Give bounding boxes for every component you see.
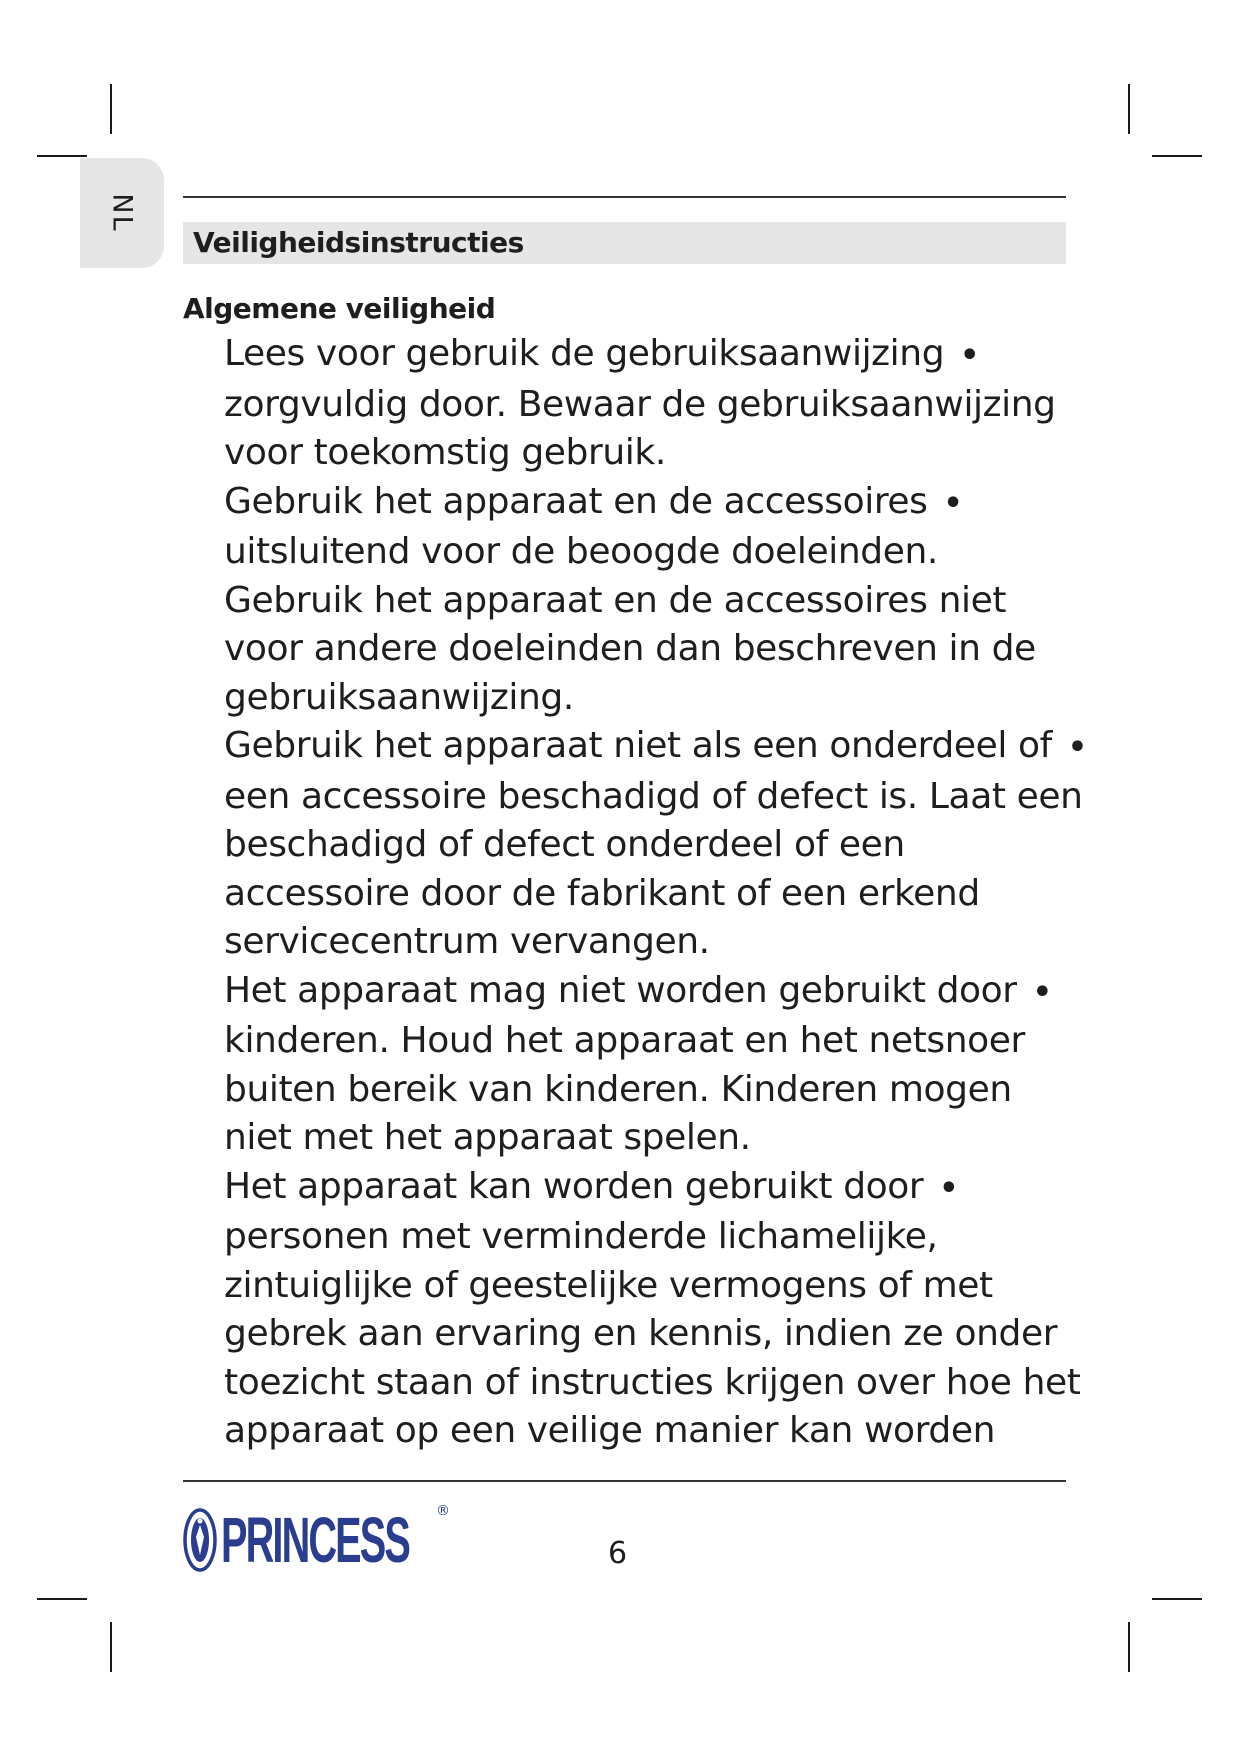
crop-mark xyxy=(1152,155,1202,157)
list-item xyxy=(224,722,1124,967)
item-line: toezicht staan of instructies krijgen over hoe het xyxy=(224,1361,1081,1403)
item-line: gebrek aan ervaring en kennis, indien ze onder xyxy=(224,1313,1058,1354)
crop-mark xyxy=(110,1622,112,1672)
crop-mark xyxy=(110,84,112,134)
crop-mark xyxy=(37,155,87,157)
language-tab-label: NL xyxy=(106,193,138,233)
safety-list xyxy=(224,330,1124,1456)
list-item xyxy=(224,1163,1124,1456)
crop-mark xyxy=(37,1598,87,1600)
item-line: Het apparaat mag niet worden gebruikt door • xyxy=(224,969,1052,1011)
item-line: zintuiglijke of geestelijke vermogens of met xyxy=(224,1264,993,1306)
item-line: Gebruik het apparaat en de accessoires niet xyxy=(224,579,1007,621)
item-line: voor toekomstig gebruik. xyxy=(224,432,666,473)
registered-mark: ® xyxy=(436,1503,450,1519)
item-line: voor andere doeleinden dan beschreven in de xyxy=(224,628,1036,669)
item-line: zorgvuldig door. Bewaar de gebruiksaanwijzing xyxy=(224,383,1056,425)
bullet-icon: • xyxy=(1032,974,1052,1010)
list-item xyxy=(224,478,1124,723)
item-line: niet met het apparaat spelen. xyxy=(224,1117,751,1158)
list-item xyxy=(224,330,1124,478)
princess-logo xyxy=(183,1505,524,1575)
crop-mark xyxy=(1128,1622,1130,1672)
crop-mark xyxy=(1128,84,1130,134)
page-number: 6 xyxy=(608,1536,628,1571)
bullet-icon: • xyxy=(939,1170,959,1206)
item-line: Het apparaat kan worden gebruikt door • xyxy=(224,1165,959,1207)
bullet-icon: • xyxy=(1067,730,1087,765)
item-line: buiten bereik van kinderen. Kinderen mogen xyxy=(224,1068,1012,1110)
list-item xyxy=(224,967,1124,1163)
item-line: Lees voor gebruik de gebruiksaanwijzing • xyxy=(224,333,979,374)
bullet-icon: • xyxy=(960,338,979,373)
crown-emblem-icon xyxy=(183,1507,217,1573)
section-title: Veiligheidsinstructies xyxy=(193,226,524,259)
item-line: een accessoire beschadigd of defect is. Laat een xyxy=(224,775,1083,817)
item-line: accessoire door de fabrikant of een erkend xyxy=(224,872,980,914)
item-line: personen met verminderde lichamelijke, xyxy=(224,1216,938,1257)
item-line: Gebruik het apparaat en de accessoires • xyxy=(224,480,963,522)
item-line: servicecentrum vervangen. xyxy=(224,921,710,962)
item-line: apparaat op een veilige manier kan worden xyxy=(224,1410,996,1451)
crop-mark xyxy=(1152,1598,1202,1600)
item-line: Gebruik het apparaat niet als een onderdeel of • xyxy=(224,725,1087,766)
item-line: kinderen. Houd het apparaat en het netsnoer xyxy=(224,1020,1025,1061)
item-line: gebruiksaanwijzing. xyxy=(224,676,574,718)
footer-rule xyxy=(183,1480,1066,1482)
subsection-title: Algemene veiligheid xyxy=(183,292,496,325)
section-header xyxy=(183,222,1066,264)
item-line: uitsluitend voor de beoogde doeleinden. xyxy=(224,531,938,572)
item-line: beschadigd of defect onderdeel of een xyxy=(224,824,905,865)
language-tab xyxy=(80,158,164,268)
brand-wordmark: PRINCESS xyxy=(221,1504,409,1576)
header-rule xyxy=(183,196,1066,198)
bullet-icon: • xyxy=(943,485,963,521)
